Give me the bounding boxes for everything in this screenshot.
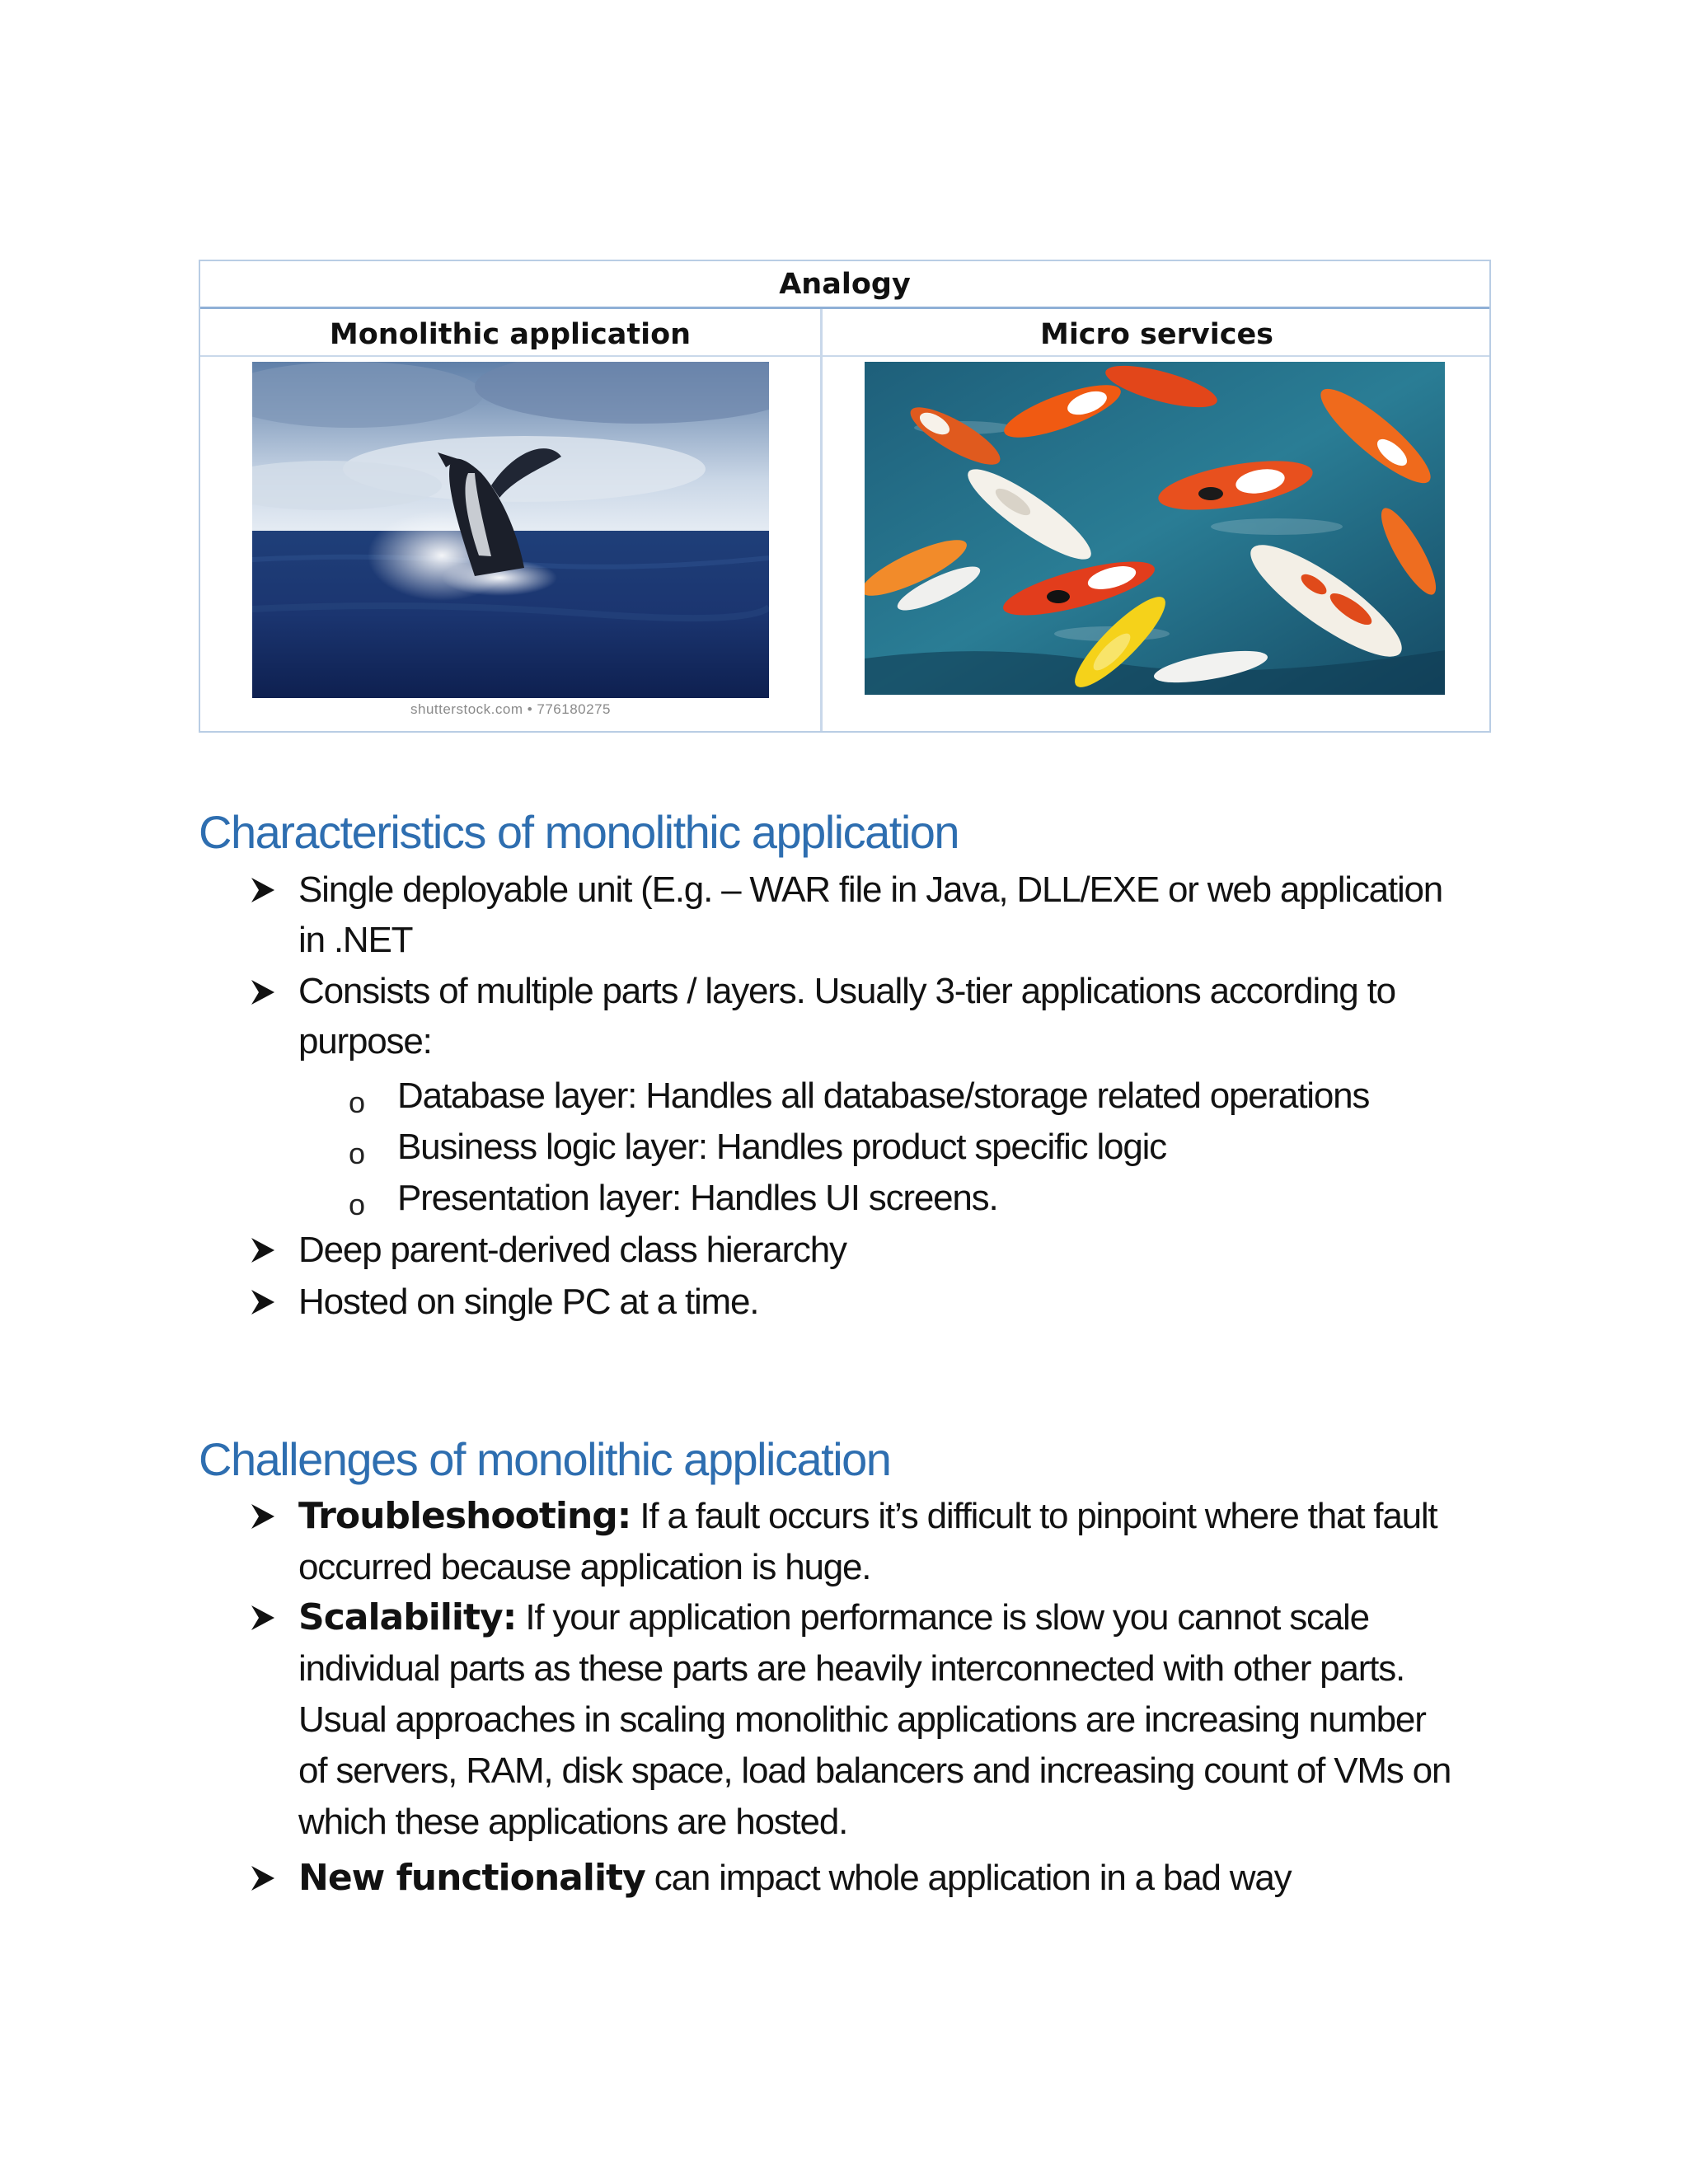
arrow-bullet-icon	[249, 876, 277, 904]
image-credit: shutterstock.com • 776180275	[410, 701, 611, 717]
arrow-bullet-icon	[249, 1502, 277, 1530]
characteristic-line: in .NET	[298, 920, 413, 960]
characteristic-line: Consists of multiple parts / layers. Usually 3-tier applications according to	[298, 971, 1395, 1011]
challenge-title: New functionality	[298, 1857, 645, 1899]
layer-item: Database layer: Handles all database/storage related operations	[397, 1076, 1370, 1116]
challenge-line: which these applications are hosted.	[298, 1802, 848, 1842]
challenges-heading: Challenges of monolithic application	[199, 1433, 891, 1485]
challenge-line: occurred because application is huge.	[298, 1547, 871, 1587]
challenge-text: If your application performance is slow you cannot scale	[516, 1597, 1369, 1638]
whale-breaching-image	[252, 362, 769, 698]
challenge-text: If a fault occurs it’s difficult to pinpoint where that fault	[631, 1496, 1437, 1536]
arrow-bullet-icon	[249, 1288, 277, 1316]
challenge-title: Scalability:	[298, 1596, 517, 1638]
challenge-line: of servers, RAM, disk space, load balancers and increasing count of VMs on	[298, 1750, 1451, 1791]
characteristic-line: Hosted on single PC at a time.	[298, 1282, 759, 1322]
microservices-header: Micro services	[1039, 318, 1274, 351]
challenge-line: Usual approaches in scaling monolithic applications are increasing number	[298, 1699, 1426, 1740]
challenge-line	[298, 1857, 1292, 1899]
characteristic-line: Deep parent-derived class hierarchy	[298, 1230, 846, 1270]
characteristics-heading: Characteristics of monolithic application	[199, 806, 959, 858]
arrow-bullet-icon	[249, 1864, 277, 1892]
sub-bullet-icon: o	[349, 1085, 366, 1119]
analogy-title: Analogy	[200, 261, 1489, 309]
layer-item: Business logic layer: Handles product specific logic	[397, 1127, 1166, 1167]
koi-fish-image	[865, 362, 1445, 695]
layer-item: Presentation layer: Handles UI screens.	[397, 1178, 998, 1218]
arrow-bullet-icon	[249, 978, 277, 1006]
challenge-line	[298, 1495, 1437, 1537]
challenge-line	[298, 1596, 1369, 1638]
monolithic-header: Monolithic application	[329, 318, 692, 351]
characteristic-line: purpose:	[298, 1021, 432, 1062]
arrow-bullet-icon	[249, 1604, 277, 1632]
analogy-header-row	[200, 312, 1489, 357]
analogy-table	[199, 260, 1491, 733]
arrow-bullet-icon	[249, 1236, 277, 1264]
column-divider	[820, 309, 823, 731]
challenge-line: individual parts as these parts are heavily interconnected with other parts.	[298, 1648, 1405, 1689]
characteristic-line: Single deployable unit (E.g. – WAR file in Java, DLL/EXE or web application	[298, 869, 1443, 910]
sub-bullet-icon: o	[349, 1188, 366, 1221]
challenge-text: can impact whole application in a bad way	[645, 1858, 1292, 1898]
sub-bullet-icon: o	[349, 1137, 366, 1170]
challenge-title: Troubleshooting:	[298, 1495, 631, 1537]
